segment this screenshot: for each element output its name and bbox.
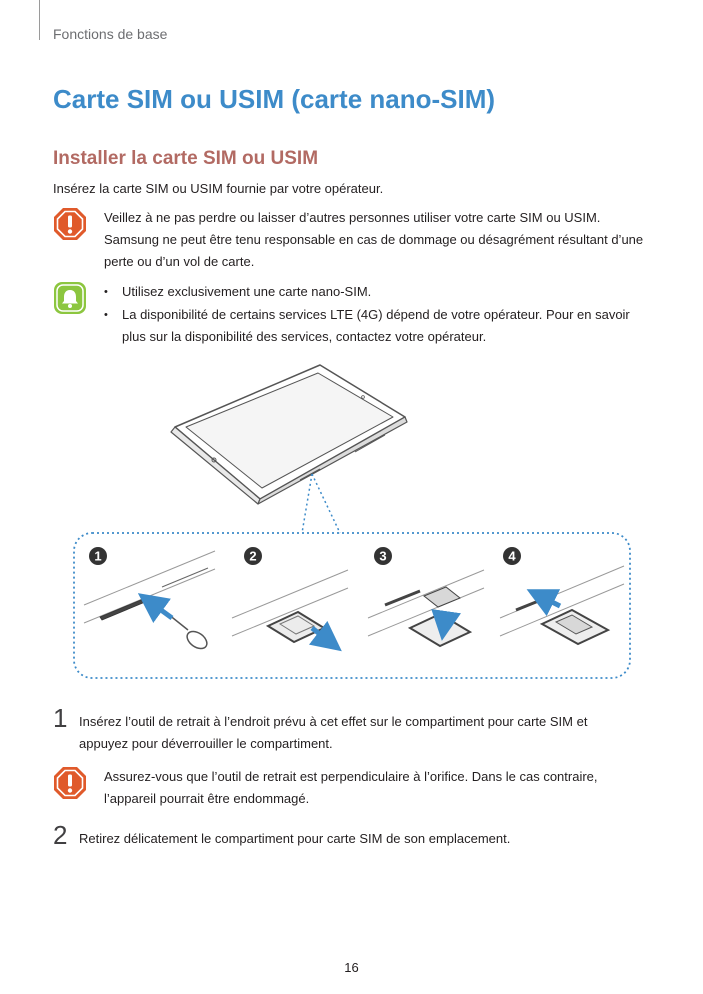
- step-1-panel: [84, 548, 215, 652]
- callout-4-label: 4: [508, 548, 516, 564]
- step-3-panel: [368, 570, 484, 646]
- page-title: Carte SIM ou USIM (carte nano-SIM): [53, 84, 496, 114]
- callout-2-label: 2: [249, 548, 257, 564]
- callout-4: [503, 547, 521, 565]
- info-text: [104, 281, 644, 349]
- step-number: 2: [53, 820, 68, 850]
- intro-text: Insérez la carte SIM ou USIM fournie par votre opérateur.: [53, 181, 384, 196]
- step-text: Retirez délicatement le compartiment pour carte SIM de son emplacement.: [79, 831, 511, 846]
- step-number: 1: [53, 703, 68, 733]
- callout-2: [244, 547, 262, 565]
- step-2-panel: [232, 570, 348, 642]
- warning-notice-1: [53, 207, 643, 273]
- callout-3: [374, 547, 392, 565]
- step-1: [53, 703, 653, 757]
- step-4-panel: [500, 566, 624, 644]
- note-item: • Utilisez exclusivement une carte nano-SIM.: [104, 281, 644, 303]
- warning-icon: [53, 766, 87, 800]
- zoom-connector: [302, 474, 340, 533]
- header-rule: [39, 0, 40, 40]
- warning-text-2: Assurez-vous que l’outil de retrait est perpendiculaire à l’orifice. Dans le cas contraire, l’appareil pourrait être endommagé.: [104, 769, 598, 806]
- sim-tray-illustration: [0, 360, 703, 690]
- notes-list: [104, 281, 644, 348]
- warning-text-1: Veillez à ne pas perdre ou laisser d’autres personnes utiliser votre carte SIM ou USIM. Samsung ne peut être tenu responsable en cas de dommage ou désagrément résultant d’une perte ou d’un vol de carte.: [104, 210, 644, 269]
- note-item: • La disponibilité de certains services LTE (4G) dépend de votre opérateur. Pour en savoir plus sur la disponibilité des services, contactez votre opérateur.: [104, 304, 644, 348]
- bell-icon: [53, 281, 87, 315]
- warning-icon: [53, 207, 87, 241]
- info-notice: [53, 281, 643, 347]
- warning-notice-2: [53, 766, 643, 812]
- step-text: Insérez l’outil de retrait à l’endroit prévu à cet effet sur le compartiment pour carte SIM et appuyez pour déverrouiller le compartiment.: [79, 714, 588, 751]
- section-label: Fonctions de base: [53, 26, 168, 42]
- step-2: [53, 820, 653, 854]
- tablet-drawing: [171, 365, 407, 504]
- callout-3-label: 3: [379, 548, 387, 564]
- page-number: 16: [344, 960, 359, 975]
- callout-1: [89, 547, 107, 565]
- callout-1-label: 1: [94, 548, 102, 564]
- section-heading: Installer la carte SIM ou USIM: [53, 148, 319, 169]
